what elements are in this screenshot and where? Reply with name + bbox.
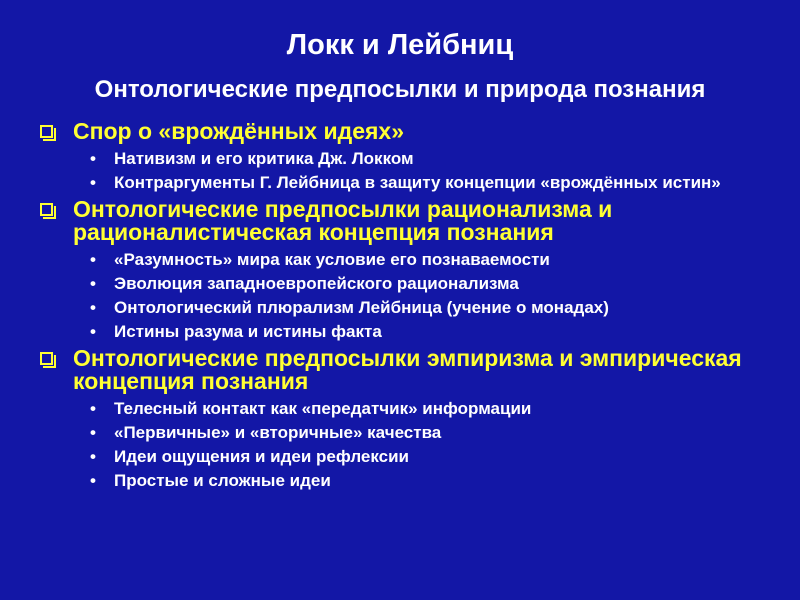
- list-item: [90, 274, 770, 293]
- bullet-icon: •: [90, 471, 96, 490]
- bullet-icon: •: [90, 173, 96, 192]
- bullet-icon: •: [90, 447, 96, 466]
- checkbox-icon: [40, 203, 53, 216]
- section-items: [90, 399, 770, 490]
- section-heading: [40, 347, 770, 393]
- slide-content: [40, 120, 770, 496]
- section-items: [90, 250, 770, 341]
- list-item: [90, 173, 770, 192]
- section-innate-ideas: [40, 120, 770, 192]
- list-item: [90, 149, 770, 168]
- bullet-icon: •: [90, 399, 96, 418]
- list-item: [90, 471, 770, 490]
- bullet-icon: •: [90, 274, 96, 293]
- section-empiricism: [40, 347, 770, 490]
- checkbox-icon: [40, 352, 53, 365]
- list-item-text: Контраргументы Г. Лейбница в защиту концепции «врождённых истин»: [114, 173, 721, 192]
- slide-subtitle: Онтологические предпосылки и природа познания: [94, 76, 706, 103]
- list-item: [90, 250, 770, 269]
- section-heading-text: Онтологические предпосылки рационализма и рационалистическая концепция познания: [73, 196, 613, 245]
- list-item: [90, 298, 770, 317]
- section-heading: [40, 120, 770, 143]
- list-item: [90, 322, 770, 341]
- list-item-text: «Разумность» мира как условие его познаваемости: [114, 250, 550, 269]
- section-heading-text: Спор о «врождённых идеях»: [73, 118, 404, 144]
- list-item-text: «Первичные» и «вторичные» качества: [114, 423, 442, 442]
- slide-title: Локк и Лейбниц: [286, 29, 514, 61]
- bullet-icon: •: [90, 149, 96, 168]
- list-item-text: Простые и сложные идеи: [114, 471, 331, 490]
- section-rationalism: [40, 198, 770, 341]
- section-heading-text: Онтологические предпосылки эмпиризма и эмпирическая концепция познания: [73, 345, 742, 394]
- list-item-text: Нативизм и его критика Дж. Локком: [114, 149, 414, 168]
- list-item: [90, 423, 770, 442]
- bullet-icon: •: [90, 250, 96, 269]
- list-item-text: Идеи ощущения и идеи рефлексии: [114, 447, 409, 466]
- section-heading: [40, 198, 770, 244]
- list-item-text: Телесный контакт как «передатчик» информации: [114, 399, 532, 418]
- list-item-text: Онтологический плюрализм Лейбница (учение о монадах): [114, 298, 609, 317]
- bullet-icon: •: [90, 298, 96, 317]
- bullet-icon: •: [90, 322, 96, 341]
- list-item: [90, 399, 770, 418]
- section-items: [90, 149, 770, 192]
- list-item: [90, 447, 770, 466]
- bullet-icon: •: [90, 423, 96, 442]
- list-item-text: Истины разума и истины факта: [114, 322, 382, 341]
- checkbox-icon: [40, 125, 53, 138]
- list-item-text: Эволюция западноевропейского рационализма: [114, 274, 519, 293]
